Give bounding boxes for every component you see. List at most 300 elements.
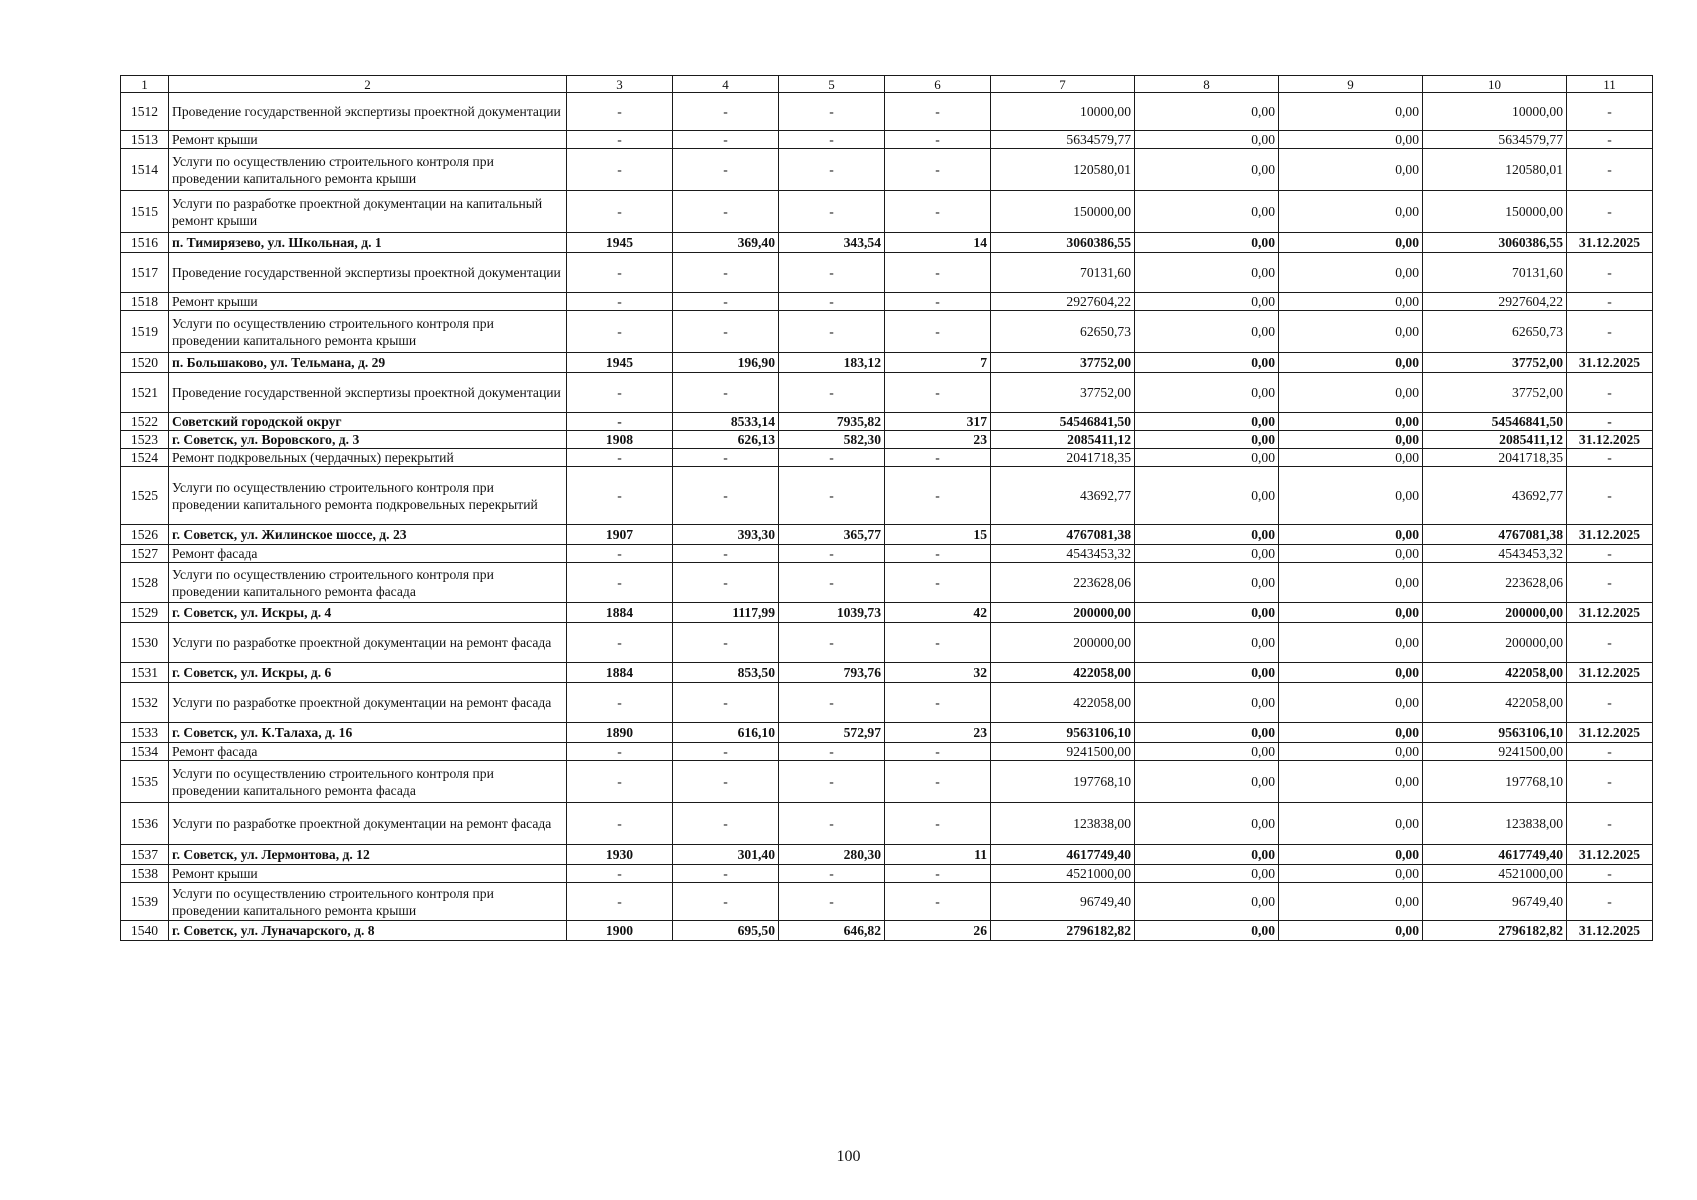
- completion-date: -: [1567, 743, 1653, 761]
- total-area: -: [673, 683, 779, 723]
- total-area: -: [673, 865, 779, 883]
- fund-regional: 0,00: [1279, 865, 1423, 883]
- row-number: 1512: [121, 93, 169, 131]
- fund-regional: 0,00: [1279, 467, 1423, 525]
- year-built: 1890: [567, 723, 673, 743]
- row-number: 1538: [121, 865, 169, 883]
- item-description: Ремонт крыши: [169, 293, 567, 311]
- fund-owners: 422058,00: [1423, 683, 1567, 723]
- work-item-row: [121, 761, 1653, 803]
- fund-regional: 0,00: [1279, 293, 1423, 311]
- year-built: -: [567, 865, 673, 883]
- living-area: -: [779, 545, 885, 563]
- work-item-row: [121, 131, 1653, 149]
- fund-federal: 0,00: [1135, 373, 1279, 413]
- total-area: -: [673, 311, 779, 353]
- completion-date: -: [1567, 413, 1653, 431]
- completion-date: 31.12.2025: [1567, 845, 1653, 865]
- fund-regional: 0,00: [1279, 233, 1423, 253]
- fund-federal: 0,00: [1135, 563, 1279, 603]
- fund-owners: 223628,06: [1423, 563, 1567, 603]
- row-number: 1520: [121, 353, 169, 373]
- living-area: 572,97: [779, 723, 885, 743]
- year-built: -: [567, 449, 673, 467]
- residents-count: -: [885, 743, 991, 761]
- year-built: 1945: [567, 353, 673, 373]
- year-built: -: [567, 761, 673, 803]
- fund-regional: 0,00: [1279, 603, 1423, 623]
- completion-date: -: [1567, 149, 1653, 191]
- work-item-row: [121, 883, 1653, 921]
- fund-owners: 4543453,32: [1423, 545, 1567, 563]
- total-area: -: [673, 545, 779, 563]
- year-built: -: [567, 467, 673, 525]
- column-header: 5: [779, 76, 885, 93]
- residents-count: -: [885, 563, 991, 603]
- item-description: Проведение государственной экспертизы проектной документации: [169, 93, 567, 131]
- completion-date: -: [1567, 563, 1653, 603]
- total-cost: 223628,06: [991, 563, 1135, 603]
- row-number: 1533: [121, 723, 169, 743]
- total-area: -: [673, 253, 779, 293]
- item-description: Услуги по разработке проектной документации на ремонт фасада: [169, 683, 567, 723]
- column-number-header-row: [121, 76, 1653, 93]
- residents-count: -: [885, 253, 991, 293]
- fund-regional: 0,00: [1279, 883, 1423, 921]
- work-item-row: [121, 467, 1653, 525]
- row-number: 1530: [121, 623, 169, 663]
- fund-owners: 37752,00: [1423, 353, 1567, 373]
- fund-owners: 2041718,35: [1423, 449, 1567, 467]
- completion-date: -: [1567, 191, 1653, 233]
- total-cost: 54546841,50: [991, 413, 1135, 431]
- fund-federal: 0,00: [1135, 883, 1279, 921]
- year-built: -: [567, 413, 673, 431]
- fund-regional: 0,00: [1279, 921, 1423, 941]
- residents-count: 14: [885, 233, 991, 253]
- total-cost: 200000,00: [991, 603, 1135, 623]
- total-area: 301,40: [673, 845, 779, 865]
- year-built: 1945: [567, 233, 673, 253]
- fund-federal: 0,00: [1135, 353, 1279, 373]
- living-area: -: [779, 743, 885, 761]
- fund-owners: 197768,10: [1423, 761, 1567, 803]
- completion-date: -: [1567, 253, 1653, 293]
- total-cost: 197768,10: [991, 761, 1135, 803]
- total-cost: 62650,73: [991, 311, 1135, 353]
- work-item-row: [121, 373, 1653, 413]
- item-description: Проведение государственной экспертизы проектной документации: [169, 373, 567, 413]
- living-area: 7935,82: [779, 413, 885, 431]
- completion-date: -: [1567, 449, 1653, 467]
- year-built: -: [567, 683, 673, 723]
- living-area: -: [779, 467, 885, 525]
- year-built: -: [567, 545, 673, 563]
- fund-regional: 0,00: [1279, 683, 1423, 723]
- address-row: [121, 525, 1653, 545]
- year-built: -: [567, 803, 673, 845]
- year-built: -: [567, 563, 673, 603]
- living-area: -: [779, 191, 885, 233]
- residents-count: 23: [885, 723, 991, 743]
- fund-regional: 0,00: [1279, 149, 1423, 191]
- completion-date: 31.12.2025: [1567, 233, 1653, 253]
- completion-date: -: [1567, 803, 1653, 845]
- address-row: [121, 431, 1653, 449]
- fund-federal: 0,00: [1135, 431, 1279, 449]
- total-cost: 96749,40: [991, 883, 1135, 921]
- living-area: -: [779, 563, 885, 603]
- fund-owners: 2796182,82: [1423, 921, 1567, 941]
- item-description: г. Советск, ул. Лермонтова, д. 12: [169, 845, 567, 865]
- residents-count: -: [885, 683, 991, 723]
- residents-count: -: [885, 865, 991, 883]
- completion-date: -: [1567, 467, 1653, 525]
- column-header: 6: [885, 76, 991, 93]
- item-description: Ремонт крыши: [169, 131, 567, 149]
- completion-date: -: [1567, 683, 1653, 723]
- living-area: -: [779, 149, 885, 191]
- total-area: -: [673, 467, 779, 525]
- living-area: -: [779, 883, 885, 921]
- total-area: 393,30: [673, 525, 779, 545]
- item-description: Услуги по осуществлению строительного контроля при проведении капитального ремонта фасада: [169, 563, 567, 603]
- item-description: г. Советск, ул. Искры, д. 4: [169, 603, 567, 623]
- total-cost: 4617749,40: [991, 845, 1135, 865]
- item-description: Ремонт фасада: [169, 545, 567, 563]
- total-area: 8533,14: [673, 413, 779, 431]
- item-description: Ремонт фасада: [169, 743, 567, 761]
- residents-count: 32: [885, 663, 991, 683]
- year-built: -: [567, 311, 673, 353]
- residents-count: 317: [885, 413, 991, 431]
- fund-federal: 0,00: [1135, 233, 1279, 253]
- year-built: -: [567, 883, 673, 921]
- fund-federal: 0,00: [1135, 623, 1279, 663]
- row-number: 1518: [121, 293, 169, 311]
- item-description: Ремонт крыши: [169, 865, 567, 883]
- row-number: 1540: [121, 921, 169, 941]
- completion-date: -: [1567, 883, 1653, 921]
- fund-regional: 0,00: [1279, 623, 1423, 663]
- row-number: 1529: [121, 603, 169, 623]
- living-area: -: [779, 865, 885, 883]
- row-number: 1534: [121, 743, 169, 761]
- item-description: п. Тимирязево, ул. Школьная, д. 1: [169, 233, 567, 253]
- work-item-row: [121, 93, 1653, 131]
- total-area: -: [673, 449, 779, 467]
- address-row: [121, 663, 1653, 683]
- total-cost: 70131,60: [991, 253, 1135, 293]
- living-area: -: [779, 93, 885, 131]
- living-area: 183,12: [779, 353, 885, 373]
- living-area: -: [779, 131, 885, 149]
- work-item-row: [121, 803, 1653, 845]
- fund-owners: 123838,00: [1423, 803, 1567, 845]
- total-cost: 4767081,38: [991, 525, 1135, 545]
- total-area: -: [673, 93, 779, 131]
- living-area: -: [779, 449, 885, 467]
- column-header: 8: [1135, 76, 1279, 93]
- item-description: п. Большаково, ул. Тельмана, д. 29: [169, 353, 567, 373]
- living-area: 793,76: [779, 663, 885, 683]
- row-number: 1522: [121, 413, 169, 431]
- address-row: [121, 603, 1653, 623]
- fund-regional: 0,00: [1279, 413, 1423, 431]
- residents-count: 42: [885, 603, 991, 623]
- total-cost: 123838,00: [991, 803, 1135, 845]
- total-area: -: [673, 293, 779, 311]
- completion-date: 31.12.2025: [1567, 525, 1653, 545]
- year-built: -: [567, 253, 673, 293]
- fund-owners: 200000,00: [1423, 623, 1567, 663]
- fund-federal: 0,00: [1135, 191, 1279, 233]
- living-area: 343,54: [779, 233, 885, 253]
- work-item-row: [121, 293, 1653, 311]
- residents-count: -: [885, 761, 991, 803]
- fund-owners: 37752,00: [1423, 373, 1567, 413]
- total-cost: 422058,00: [991, 683, 1135, 723]
- total-cost: 2927604,22: [991, 293, 1135, 311]
- fund-owners: 54546841,50: [1423, 413, 1567, 431]
- row-number: 1513: [121, 131, 169, 149]
- work-item-row: [121, 563, 1653, 603]
- fund-regional: 0,00: [1279, 131, 1423, 149]
- fund-federal: 0,00: [1135, 663, 1279, 683]
- fund-federal: 0,00: [1135, 293, 1279, 311]
- address-row: [121, 921, 1653, 941]
- item-description: Советский городской округ: [169, 413, 567, 431]
- column-header: 4: [673, 76, 779, 93]
- capital-repair-table: [120, 75, 1653, 941]
- item-description: г. Советск, ул. Воровского, д. 3: [169, 431, 567, 449]
- residents-count: -: [885, 293, 991, 311]
- completion-date: 31.12.2025: [1567, 921, 1653, 941]
- living-area: 365,77: [779, 525, 885, 545]
- address-row: [121, 845, 1653, 865]
- fund-regional: 0,00: [1279, 431, 1423, 449]
- residents-count: 15: [885, 525, 991, 545]
- fund-federal: 0,00: [1135, 603, 1279, 623]
- fund-owners: 9563106,10: [1423, 723, 1567, 743]
- total-area: -: [673, 563, 779, 603]
- year-built: -: [567, 373, 673, 413]
- completion-date: 31.12.2025: [1567, 353, 1653, 373]
- row-number: 1521: [121, 373, 169, 413]
- residents-count: -: [885, 623, 991, 663]
- fund-federal: 0,00: [1135, 545, 1279, 563]
- row-number: 1537: [121, 845, 169, 865]
- column-header: 11: [1567, 76, 1653, 93]
- fund-owners: 96749,40: [1423, 883, 1567, 921]
- item-description: г. Советск, ул. Жилинское шоссе, д. 23: [169, 525, 567, 545]
- living-area: 280,30: [779, 845, 885, 865]
- row-number: 1514: [121, 149, 169, 191]
- living-area: -: [779, 311, 885, 353]
- total-cost: 37752,00: [991, 353, 1135, 373]
- fund-federal: 0,00: [1135, 311, 1279, 353]
- row-number: 1515: [121, 191, 169, 233]
- fund-regional: 0,00: [1279, 845, 1423, 865]
- fund-regional: 0,00: [1279, 253, 1423, 293]
- row-number: 1523: [121, 431, 169, 449]
- item-description: г. Советск, ул. Искры, д. 6: [169, 663, 567, 683]
- item-description: Проведение государственной экспертизы проектной документации: [169, 253, 567, 293]
- residents-count: -: [885, 93, 991, 131]
- item-description: Услуги по разработке проектной документации на капитальный ремонт крыши: [169, 191, 567, 233]
- residents-count: -: [885, 149, 991, 191]
- fund-regional: 0,00: [1279, 311, 1423, 353]
- total-cost: 9241500,00: [991, 743, 1135, 761]
- residents-count: -: [885, 467, 991, 525]
- fund-federal: 0,00: [1135, 149, 1279, 191]
- residents-count: 26: [885, 921, 991, 941]
- completion-date: -: [1567, 373, 1653, 413]
- completion-date: 31.12.2025: [1567, 723, 1653, 743]
- total-cost: 3060386,55: [991, 233, 1135, 253]
- living-area: -: [779, 373, 885, 413]
- year-built: -: [567, 191, 673, 233]
- work-item-row: [121, 683, 1653, 723]
- fund-federal: 0,00: [1135, 413, 1279, 431]
- residents-count: 7: [885, 353, 991, 373]
- total-area: -: [673, 373, 779, 413]
- fund-regional: 0,00: [1279, 723, 1423, 743]
- fund-regional: 0,00: [1279, 373, 1423, 413]
- completion-date: 31.12.2025: [1567, 603, 1653, 623]
- completion-date: -: [1567, 865, 1653, 883]
- fund-owners: 43692,77: [1423, 467, 1567, 525]
- fund-federal: 0,00: [1135, 761, 1279, 803]
- living-area: -: [779, 623, 885, 663]
- row-number: 1516: [121, 233, 169, 253]
- item-description: Услуги по осуществлению строительного контроля при проведении капитального ремонта крыши: [169, 883, 567, 921]
- work-item-row: [121, 545, 1653, 563]
- row-number: 1527: [121, 545, 169, 563]
- column-header: 10: [1423, 76, 1567, 93]
- fund-regional: 0,00: [1279, 761, 1423, 803]
- total-cost: 9563106,10: [991, 723, 1135, 743]
- total-area: 853,50: [673, 663, 779, 683]
- row-number: 1531: [121, 663, 169, 683]
- row-number: 1526: [121, 525, 169, 545]
- living-area: -: [779, 803, 885, 845]
- total-area: 626,13: [673, 431, 779, 449]
- total-area: -: [673, 191, 779, 233]
- total-cost: 2796182,82: [991, 921, 1135, 941]
- completion-date: -: [1567, 131, 1653, 149]
- total-cost: 37752,00: [991, 373, 1135, 413]
- residents-count: -: [885, 131, 991, 149]
- row-number: 1539: [121, 883, 169, 921]
- fund-federal: 0,00: [1135, 865, 1279, 883]
- total-area: -: [673, 149, 779, 191]
- year-built: 1900: [567, 921, 673, 941]
- table-body: [121, 76, 1653, 941]
- work-item-row: [121, 191, 1653, 233]
- year-built: -: [567, 293, 673, 311]
- total-cost: 43692,77: [991, 467, 1135, 525]
- living-area: -: [779, 761, 885, 803]
- fund-regional: 0,00: [1279, 93, 1423, 131]
- total-area: -: [673, 803, 779, 845]
- residents-count: -: [885, 545, 991, 563]
- item-description: г. Советск, ул. К.Талаха, д. 16: [169, 723, 567, 743]
- fund-regional: 0,00: [1279, 545, 1423, 563]
- year-built: 1884: [567, 603, 673, 623]
- year-built: 1907: [567, 525, 673, 545]
- fund-owners: 150000,00: [1423, 191, 1567, 233]
- fund-regional: 0,00: [1279, 191, 1423, 233]
- work-item-row: [121, 623, 1653, 663]
- year-built: -: [567, 93, 673, 131]
- total-area: -: [673, 743, 779, 761]
- fund-owners: 120580,01: [1423, 149, 1567, 191]
- fund-owners: 2927604,22: [1423, 293, 1567, 311]
- year-built: -: [567, 149, 673, 191]
- total-cost: 4543453,32: [991, 545, 1135, 563]
- year-built: 1908: [567, 431, 673, 449]
- address-row: [121, 723, 1653, 743]
- total-cost: 150000,00: [991, 191, 1135, 233]
- address-row: [121, 233, 1653, 253]
- total-area: -: [673, 131, 779, 149]
- column-header: 2: [169, 76, 567, 93]
- residents-count: -: [885, 803, 991, 845]
- year-built: -: [567, 623, 673, 663]
- residents-count: -: [885, 311, 991, 353]
- fund-regional: 0,00: [1279, 525, 1423, 545]
- total-cost: 2085411,12: [991, 431, 1135, 449]
- item-description: г. Советск, ул. Луначарского, д. 8: [169, 921, 567, 941]
- column-header: 9: [1279, 76, 1423, 93]
- row-number: 1524: [121, 449, 169, 467]
- fund-federal: 0,00: [1135, 743, 1279, 761]
- fund-federal: 0,00: [1135, 93, 1279, 131]
- living-area: 582,30: [779, 431, 885, 449]
- living-area: 646,82: [779, 921, 885, 941]
- fund-regional: 0,00: [1279, 663, 1423, 683]
- total-area: 196,90: [673, 353, 779, 373]
- item-description: Услуги по разработке проектной документации на ремонт фасада: [169, 803, 567, 845]
- fund-regional: 0,00: [1279, 743, 1423, 761]
- total-cost: 10000,00: [991, 93, 1135, 131]
- fund-federal: 0,00: [1135, 723, 1279, 743]
- year-built: 1884: [567, 663, 673, 683]
- year-built: -: [567, 131, 673, 149]
- column-header: 7: [991, 76, 1135, 93]
- fund-regional: 0,00: [1279, 353, 1423, 373]
- page-number: 100: [836, 1148, 861, 1165]
- fund-federal: 0,00: [1135, 921, 1279, 941]
- fund-owners: 2085411,12: [1423, 431, 1567, 449]
- completion-date: -: [1567, 311, 1653, 353]
- total-area: -: [673, 761, 779, 803]
- residents-count: -: [885, 449, 991, 467]
- row-number: 1535: [121, 761, 169, 803]
- work-item-row: [121, 149, 1653, 191]
- fund-regional: 0,00: [1279, 803, 1423, 845]
- work-item-row: [121, 311, 1653, 353]
- item-description: Услуги по осуществлению строительного контроля при проведении капитального ремонта крыши: [169, 149, 567, 191]
- fund-owners: 4767081,38: [1423, 525, 1567, 545]
- fund-federal: 0,00: [1135, 253, 1279, 293]
- fund-federal: 0,00: [1135, 131, 1279, 149]
- fund-owners: 5634579,77: [1423, 131, 1567, 149]
- item-description: Услуги по осуществлению строительного контроля при проведении капитального ремонта крыши: [169, 311, 567, 353]
- fund-federal: 0,00: [1135, 467, 1279, 525]
- total-cost: 2041718,35: [991, 449, 1135, 467]
